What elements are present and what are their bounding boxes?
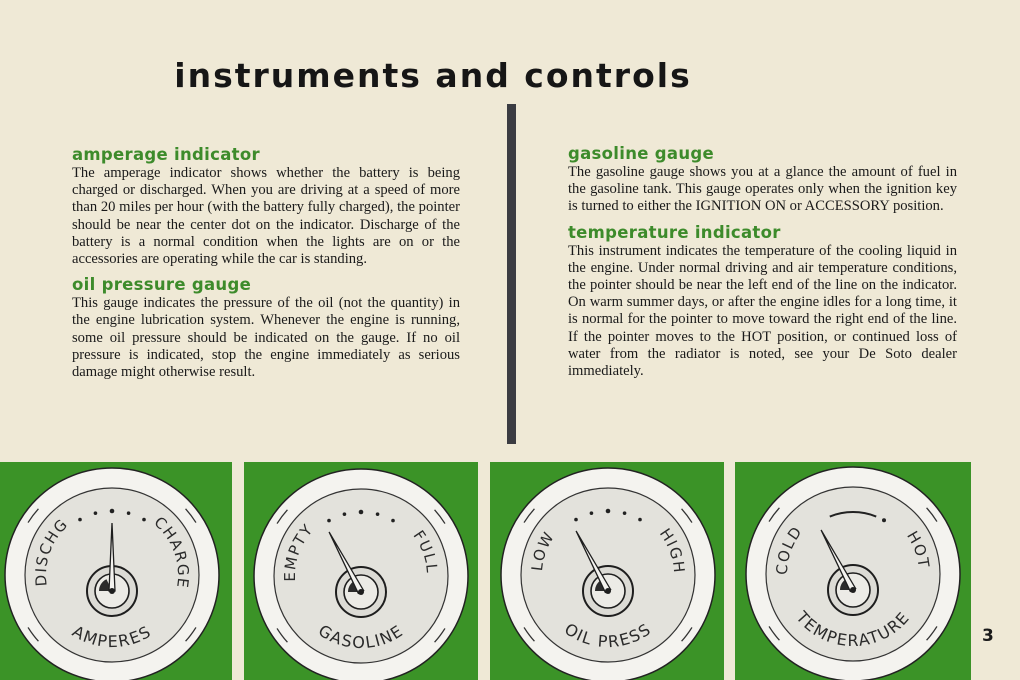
scale-dot <box>78 518 82 522</box>
gauge-unit-label: OIL PRESS <box>561 619 655 652</box>
scale-dot <box>638 518 642 522</box>
scale-dot <box>623 511 627 515</box>
temperature-gauge-panel <box>735 462 971 680</box>
needle-pivot <box>358 589 364 595</box>
scale-dot <box>142 518 146 522</box>
needle-pivot <box>605 588 611 594</box>
section-body: This gauge indicates the pressure of the oil (not the quantity) in the engine lubrication system. Whenever the engine is running, some oil pressure should be indicated on the gauge. If no oil pressure is indicated, stop the engine immediately as serious damage might otherwise result. <box>72 295 460 381</box>
scale-dot <box>590 511 594 515</box>
section-heading: gasoline gauge <box>568 144 714 163</box>
gasoline-gauge-illustration <box>244 462 478 680</box>
gauge-unit-label: TEMPERATURE <box>792 607 914 651</box>
needle-pivot <box>109 588 115 594</box>
left-column <box>72 144 460 387</box>
column-divider <box>507 104 516 444</box>
page-number: 3 <box>982 626 994 646</box>
needle-pivot <box>850 587 856 593</box>
section-temperature-indicator <box>568 222 957 381</box>
page-title: instruments and controls <box>174 56 692 95</box>
scale-dot <box>127 511 131 515</box>
scale-dot <box>110 509 115 514</box>
gauge-max-label: CHARGE <box>150 512 193 590</box>
section-heading: amperage indicator <box>72 145 260 164</box>
scale-dot <box>327 519 331 523</box>
scale-dot <box>376 512 380 516</box>
section-body: This instrument indicates the temperature of the cooling liquid in the engine. Under normal driving and air temperature conditions, the pointer should be near the left end of the line on the indicator. On warm summer days, or after the engine idles for a long time, it is normal for the pointer to move toward the right end of the line. If the pointer moves to the HOT position, or continued loss of water from the radiator is noted, see your De Soto dealer immediately. <box>568 242 957 380</box>
gauge-min-label: LOW <box>528 528 559 572</box>
oil-press-gauge-panel <box>490 462 724 680</box>
oil-press-gauge-illustration <box>490 462 724 680</box>
scale-dot <box>882 518 886 522</box>
section-gasoline-gauge <box>568 143 957 216</box>
gauge-unit-label: GASOLINE <box>315 620 407 653</box>
gauge-min-label: DISCHG <box>31 514 72 587</box>
section-body: The gasoline gauge shows you at a glance the amount of fuel in the gasoline tank. This gauge operates only when the ignition key is turned to either the IGNITION ON or ACCESSORY position. <box>568 164 957 215</box>
gauge-max-label: HIGH <box>655 525 689 575</box>
section-heading: temperature indicator <box>568 222 781 242</box>
gauge-unit-label: AMPERES <box>69 621 155 652</box>
gauge-max-label: FULL <box>409 527 442 575</box>
gauge-min-label: EMPTY <box>280 520 318 582</box>
scale-dot <box>343 512 347 516</box>
section-body: The amperage indicator shows whether the battery is being charged or discharged. When you are driving at a speed of more than 20 miles per hour (with the battery fully charged), the pointer should be near the center dot on the indicator. Discharge of the battery is a normal condition when the lights are on or the accessories are operating while the car is standing. <box>72 165 460 268</box>
right-column <box>568 143 957 386</box>
section-amperage-indicator <box>72 144 460 268</box>
gauge-min-label: COLD <box>772 522 807 576</box>
scale-dot <box>94 511 98 515</box>
amperes-gauge-panel <box>0 462 232 680</box>
scale-dot <box>391 519 395 523</box>
gauge-max-label: HOT <box>903 527 933 570</box>
scale-dot <box>606 509 611 514</box>
section-oil-pressure-gauge <box>72 274 460 381</box>
scale-dot <box>574 518 578 522</box>
amperes-gauge-illustration <box>0 462 232 680</box>
gasoline-gauge-panel <box>244 462 478 680</box>
scale-dot <box>359 510 364 515</box>
section-heading: oil pressure gauge <box>72 275 252 295</box>
temperature-gauge-illustration <box>735 462 971 680</box>
